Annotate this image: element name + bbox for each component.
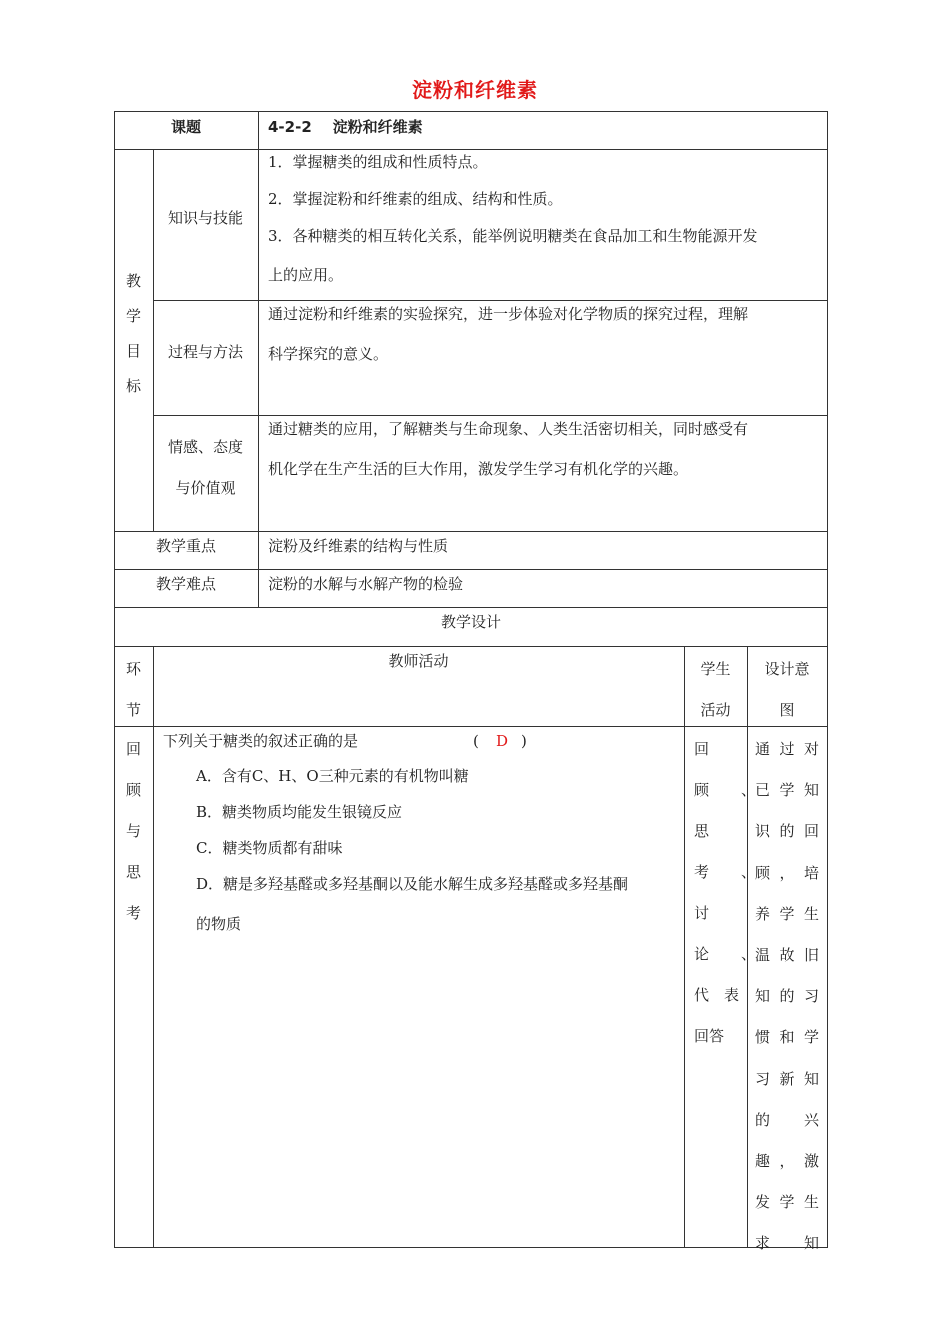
answer-mark: D bbox=[496, 732, 509, 750]
stage-cell: 回 顾 与 思 考 bbox=[125, 740, 141, 922]
column-teacher-header: 教师活动 bbox=[388, 652, 449, 670]
design-heading: 教学设计 bbox=[440, 613, 501, 631]
option-item: A．含有C、H、O三种元素的有机物叫糖 bbox=[196, 767, 469, 785]
knowledge-item: 2．掌握淀粉和纤维素的组成、结构和性质。 bbox=[268, 190, 563, 208]
knowledge-label: 知识与技能 bbox=[167, 209, 243, 227]
key-point-label: 教学重点 bbox=[155, 537, 216, 555]
question-text: 下列关于糖类的叙述正确的是 bbox=[163, 732, 359, 750]
option-item: B．糖类物质均能发生银镜反应 bbox=[196, 803, 403, 821]
subject-label: 课题 bbox=[170, 118, 201, 136]
student-activity: 回 顾 、 思 考 、 讨 论 、 代 表 回答 bbox=[694, 740, 756, 1045]
design-intent: 通 过 对 已 学 知 识 的 回 顾 ， 培 养 学 生 温 故 旧 知 的 习 惯 和 学 习 新 知 的 兴 趣 ， 激 发 学 生 求 知 bbox=[755, 740, 819, 1253]
knowledge-item: 上的应用。 bbox=[268, 266, 344, 284]
key-point-value: 淀粉及纤维素的结构与性质 bbox=[268, 537, 449, 555]
objectives-label: 教 学 目 标 bbox=[125, 272, 141, 395]
knowledge-item: 1．掌握糖类的组成和性质特点。 bbox=[268, 153, 488, 171]
column-student-header: 学生 活动 bbox=[700, 660, 731, 719]
difficult-point-label: 教学难点 bbox=[155, 575, 216, 593]
difficult-point-value: 淀粉的水解与水解产物的检验 bbox=[268, 575, 464, 593]
column-stage-header: 环 节 bbox=[125, 660, 141, 719]
process-label: 过程与方法 bbox=[167, 343, 243, 361]
page-title: 淀粉和纤维素 bbox=[412, 78, 538, 102]
subject-value: 4-2-2 淀粉和纤维素 bbox=[268, 118, 423, 136]
knowledge-item: 3．各种糖类的相互转化关系，能举例说明糖类在食品加工和生物能源开发 bbox=[268, 227, 758, 245]
column-intent-header: 设计意 图 bbox=[764, 660, 810, 719]
emotion-label: 情感、态度 与价值观 bbox=[167, 438, 243, 497]
option-item-cont: 的物质 bbox=[196, 915, 242, 933]
option-item: C．糖类物质都有甜味 bbox=[196, 839, 343, 857]
option-item: D．糖是多羟基醛或多羟基酮以及能水解生成多羟基醛或多羟基酮 bbox=[196, 875, 629, 893]
